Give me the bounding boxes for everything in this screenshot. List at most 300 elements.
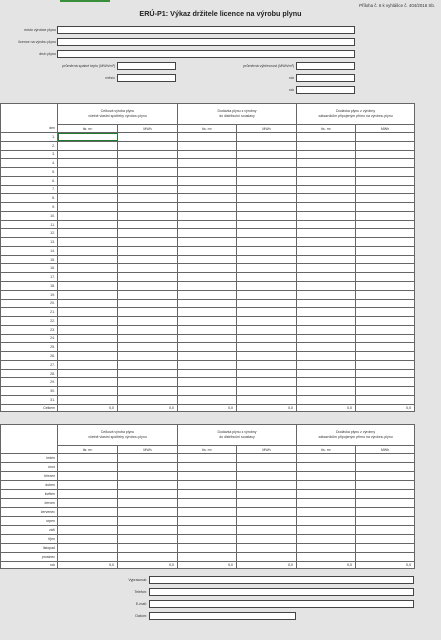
data-cell[interactable] xyxy=(237,133,297,142)
data-cell[interactable] xyxy=(178,133,237,142)
data-cell[interactable] xyxy=(178,273,237,282)
data-cell[interactable] xyxy=(237,378,297,387)
data-cell[interactable] xyxy=(297,535,356,544)
data-cell[interactable] xyxy=(58,264,118,273)
data-cell[interactable] xyxy=(58,481,118,490)
data-cell[interactable] xyxy=(356,387,415,396)
data-cell[interactable] xyxy=(118,544,178,553)
data-cell[interactable] xyxy=(178,141,237,150)
data-cell[interactable] xyxy=(58,159,118,168)
data-cell[interactable] xyxy=(178,194,237,203)
total-value: 0,0 xyxy=(58,562,118,569)
data-cell[interactable] xyxy=(178,481,237,490)
data-cell[interactable] xyxy=(178,369,237,378)
data-cell[interactable] xyxy=(237,246,297,255)
data-cell[interactable] xyxy=(297,352,356,361)
data-cell[interactable] xyxy=(58,544,118,553)
data-cell[interactable] xyxy=(118,526,178,535)
table-row xyxy=(1,343,415,352)
prepared-by-input[interactable] xyxy=(149,576,414,584)
data-cell[interactable] xyxy=(178,229,237,238)
data-cell[interactable] xyxy=(178,378,237,387)
data-cell[interactable] xyxy=(58,508,118,517)
data-cell[interactable] xyxy=(297,185,356,194)
data-cell[interactable] xyxy=(118,317,178,326)
data-cell[interactable] xyxy=(297,203,356,212)
table-row xyxy=(1,517,415,526)
data-cell[interactable] xyxy=(58,517,118,526)
data-cell[interactable] xyxy=(237,472,297,481)
data-cell[interactable] xyxy=(58,133,118,142)
data-cell[interactable] xyxy=(178,150,237,159)
data-cell[interactable] xyxy=(118,325,178,334)
data-cell[interactable] xyxy=(237,481,297,490)
data-cell[interactable] xyxy=(58,499,118,508)
data-cell[interactable] xyxy=(297,369,356,378)
data-cell[interactable] xyxy=(297,264,356,273)
data-cell[interactable] xyxy=(118,369,178,378)
data-cell[interactable] xyxy=(237,369,297,378)
data-cell[interactable] xyxy=(356,334,415,343)
row-label: 13. xyxy=(1,238,58,247)
unit-label: MWh xyxy=(118,446,178,454)
data-cell[interactable] xyxy=(118,194,178,203)
data-cell[interactable] xyxy=(58,229,118,238)
data-cell[interactable] xyxy=(356,168,415,177)
row-label: listopad xyxy=(1,544,58,553)
data-cell[interactable] xyxy=(356,481,415,490)
data-cell[interactable] xyxy=(58,273,118,282)
data-cell[interactable] xyxy=(356,133,415,142)
data-cell[interactable] xyxy=(178,387,237,396)
data-cell[interactable] xyxy=(237,141,297,150)
data-cell[interactable] xyxy=(297,526,356,535)
data-cell[interactable] xyxy=(237,508,297,517)
data-cell[interactable] xyxy=(237,334,297,343)
data-cell[interactable] xyxy=(356,211,415,220)
data-cell[interactable] xyxy=(58,141,118,150)
data-cell[interactable] xyxy=(356,472,415,481)
data-cell[interactable] xyxy=(297,299,356,308)
data-cell[interactable] xyxy=(297,508,356,517)
data-cell[interactable] xyxy=(178,282,237,291)
data-cell[interactable] xyxy=(237,273,297,282)
data-cell[interactable] xyxy=(58,535,118,544)
data-cell[interactable] xyxy=(118,299,178,308)
data-cell[interactable] xyxy=(356,378,415,387)
table-row xyxy=(1,238,415,247)
data-cell[interactable] xyxy=(178,535,237,544)
data-cell[interactable] xyxy=(237,185,297,194)
data-cell[interactable] xyxy=(58,290,118,299)
data-cell[interactable] xyxy=(356,317,415,326)
data-cell[interactable] xyxy=(356,203,415,212)
row-label: 11. xyxy=(1,220,58,229)
data-cell[interactable] xyxy=(58,395,118,404)
data-cell[interactable] xyxy=(237,176,297,185)
data-cell[interactable] xyxy=(356,255,415,264)
data-cell[interactable] xyxy=(297,211,356,220)
unit-label: tis. m³ xyxy=(178,125,237,133)
data-cell[interactable] xyxy=(237,220,297,229)
data-cell[interactable] xyxy=(178,526,237,535)
data-cell[interactable] xyxy=(118,499,178,508)
data-cell[interactable] xyxy=(356,508,415,517)
data-cell[interactable] xyxy=(178,299,237,308)
data-cell[interactable] xyxy=(118,387,178,396)
data-cell[interactable] xyxy=(58,325,118,334)
data-cell[interactable] xyxy=(58,454,118,463)
data-cell[interactable] xyxy=(58,334,118,343)
data-cell[interactable] xyxy=(178,499,237,508)
data-cell[interactable] xyxy=(178,308,237,317)
data-cell[interactable] xyxy=(58,282,118,291)
data-cell[interactable] xyxy=(118,255,178,264)
data-cell[interactable] xyxy=(237,499,297,508)
data-cell[interactable] xyxy=(58,211,118,220)
data-cell[interactable] xyxy=(118,273,178,282)
unit-label: tis. m³ xyxy=(297,125,356,133)
data-cell[interactable] xyxy=(178,168,237,177)
data-cell[interactable] xyxy=(58,150,118,159)
data-cell[interactable] xyxy=(237,553,297,562)
data-cell[interactable] xyxy=(58,246,118,255)
row-label: srpen xyxy=(1,517,58,526)
data-cell[interactable] xyxy=(356,290,415,299)
data-cell[interactable] xyxy=(118,343,178,352)
data-cell[interactable] xyxy=(356,395,415,404)
data-cell[interactable] xyxy=(58,255,118,264)
data-cell[interactable] xyxy=(118,517,178,526)
gas-type-input[interactable] xyxy=(57,50,355,58)
table-row xyxy=(1,454,415,463)
year-input-2[interactable] xyxy=(296,86,355,94)
data-cell[interactable] xyxy=(118,238,178,247)
data-cell[interactable] xyxy=(356,343,415,352)
total-value: 0,0 xyxy=(356,562,415,569)
data-cell[interactable] xyxy=(237,290,297,299)
data-cell[interactable] xyxy=(356,299,415,308)
data-cell[interactable] xyxy=(118,150,178,159)
data-cell[interactable] xyxy=(58,378,118,387)
data-cell[interactable] xyxy=(118,176,178,185)
data-cell[interactable] xyxy=(237,544,297,553)
data-cell[interactable] xyxy=(297,159,356,168)
data-cell[interactable] xyxy=(356,352,415,361)
data-cell[interactable] xyxy=(178,517,237,526)
data-cell[interactable] xyxy=(58,299,118,308)
calorific-input[interactable] xyxy=(296,62,355,70)
data-cell[interactable] xyxy=(356,246,415,255)
data-cell[interactable] xyxy=(118,133,178,142)
data-cell[interactable] xyxy=(297,150,356,159)
data-cell[interactable] xyxy=(178,325,237,334)
data-cell[interactable] xyxy=(58,168,118,177)
data-cell[interactable] xyxy=(118,264,178,273)
data-cell[interactable] xyxy=(118,378,178,387)
data-cell[interactable] xyxy=(118,308,178,317)
data-cell[interactable] xyxy=(118,246,178,255)
data-cell[interactable] xyxy=(356,517,415,526)
data-cell[interactable] xyxy=(237,299,297,308)
data-cell[interactable] xyxy=(178,220,237,229)
data-cell[interactable] xyxy=(237,168,297,177)
data-cell[interactable] xyxy=(58,553,118,562)
data-cell[interactable] xyxy=(297,282,356,291)
data-cell[interactable] xyxy=(356,159,415,168)
data-cell[interactable] xyxy=(118,211,178,220)
data-cell[interactable] xyxy=(237,211,297,220)
data-cell[interactable] xyxy=(297,481,356,490)
total-value: 0,0 xyxy=(178,404,237,411)
data-cell[interactable] xyxy=(118,159,178,168)
data-cell[interactable] xyxy=(178,159,237,168)
producer-input[interactable] xyxy=(57,26,355,34)
data-cell[interactable] xyxy=(237,352,297,361)
data-cell[interactable] xyxy=(297,168,356,177)
data-cell[interactable] xyxy=(178,395,237,404)
data-cell[interactable] xyxy=(297,246,356,255)
data-cell[interactable] xyxy=(356,526,415,535)
data-cell[interactable] xyxy=(237,229,297,238)
table-row xyxy=(1,308,415,317)
row-header-month xyxy=(1,425,58,454)
data-cell[interactable] xyxy=(178,211,237,220)
data-cell[interactable] xyxy=(297,238,356,247)
data-cell[interactable] xyxy=(356,273,415,282)
data-cell[interactable] xyxy=(118,229,178,238)
data-cell[interactable] xyxy=(237,308,297,317)
row-label: leden xyxy=(1,454,58,463)
data-cell[interactable] xyxy=(356,220,415,229)
data-cell[interactable] xyxy=(58,352,118,361)
data-cell[interactable] xyxy=(58,360,118,369)
data-cell[interactable] xyxy=(297,255,356,264)
data-cell[interactable] xyxy=(58,308,118,317)
row-label: 19. xyxy=(1,290,58,299)
data-cell[interactable] xyxy=(356,238,415,247)
data-cell[interactable] xyxy=(237,535,297,544)
data-cell[interactable] xyxy=(58,343,118,352)
email-input[interactable] xyxy=(149,600,414,608)
data-cell[interactable] xyxy=(237,255,297,264)
total-value: 0,0 xyxy=(178,562,237,569)
data-cell[interactable] xyxy=(297,360,356,369)
data-cell[interactable] xyxy=(118,168,178,177)
data-cell[interactable] xyxy=(356,194,415,203)
data-cell[interactable] xyxy=(356,150,415,159)
data-cell[interactable] xyxy=(356,176,415,185)
data-cell[interactable] xyxy=(237,159,297,168)
data-cell[interactable] xyxy=(237,317,297,326)
total-row xyxy=(1,562,415,569)
data-cell[interactable] xyxy=(58,185,118,194)
data-cell[interactable] xyxy=(297,387,356,396)
data-cell[interactable] xyxy=(297,454,356,463)
data-cell[interactable] xyxy=(58,369,118,378)
data-cell[interactable] xyxy=(118,490,178,499)
unit-label: tis. m³ xyxy=(178,446,237,454)
data-cell[interactable] xyxy=(178,203,237,212)
data-cell[interactable] xyxy=(297,517,356,526)
data-cell[interactable] xyxy=(297,317,356,326)
data-cell[interactable] xyxy=(297,334,356,343)
data-cell[interactable] xyxy=(178,238,237,247)
data-cell[interactable] xyxy=(356,325,415,334)
data-cell[interactable] xyxy=(297,229,356,238)
data-cell[interactable] xyxy=(118,220,178,229)
data-cell[interactable] xyxy=(118,472,178,481)
data-cell[interactable] xyxy=(178,463,237,472)
row-label: duben xyxy=(1,481,58,490)
data-cell[interactable] xyxy=(297,553,356,562)
data-cell[interactable] xyxy=(118,508,178,517)
data-cell[interactable] xyxy=(356,369,415,378)
data-cell[interactable] xyxy=(356,308,415,317)
data-cell[interactable] xyxy=(297,395,356,404)
data-cell[interactable] xyxy=(237,395,297,404)
data-cell[interactable] xyxy=(58,317,118,326)
data-cell[interactable] xyxy=(237,282,297,291)
data-cell[interactable] xyxy=(356,535,415,544)
data-cell[interactable] xyxy=(297,490,356,499)
data-cell[interactable] xyxy=(356,454,415,463)
data-cell[interactable] xyxy=(237,526,297,535)
data-cell[interactable] xyxy=(178,343,237,352)
table-row xyxy=(1,282,415,291)
data-cell[interactable] xyxy=(178,334,237,343)
data-cell[interactable] xyxy=(178,352,237,361)
phone-input[interactable] xyxy=(149,588,414,596)
data-cell[interactable] xyxy=(58,490,118,499)
data-cell[interactable] xyxy=(297,343,356,352)
data-cell[interactable] xyxy=(178,185,237,194)
data-cell[interactable] xyxy=(237,238,297,247)
data-cell[interactable] xyxy=(58,220,118,229)
data-cell[interactable] xyxy=(237,517,297,526)
data-cell[interactable] xyxy=(297,325,356,334)
data-cell[interactable] xyxy=(118,535,178,544)
data-cell[interactable] xyxy=(356,141,415,150)
data-cell[interactable] xyxy=(118,185,178,194)
data-cell[interactable] xyxy=(237,343,297,352)
data-cell[interactable] xyxy=(118,360,178,369)
data-cell[interactable] xyxy=(237,360,297,369)
data-cell[interactable] xyxy=(58,238,118,247)
data-cell[interactable] xyxy=(356,553,415,562)
data-cell[interactable] xyxy=(237,264,297,273)
data-cell[interactable] xyxy=(297,176,356,185)
table-row xyxy=(1,317,415,326)
data-cell[interactable] xyxy=(356,544,415,553)
data-cell[interactable] xyxy=(297,194,356,203)
data-cell[interactable] xyxy=(58,472,118,481)
data-cell[interactable] xyxy=(356,264,415,273)
data-cell[interactable] xyxy=(356,229,415,238)
data-cell[interactable] xyxy=(178,553,237,562)
data-cell[interactable] xyxy=(237,203,297,212)
row-label: 15. xyxy=(1,255,58,264)
data-cell[interactable] xyxy=(118,334,178,343)
data-cell[interactable] xyxy=(58,463,118,472)
data-cell[interactable] xyxy=(178,472,237,481)
data-cell[interactable] xyxy=(297,220,356,229)
data-cell[interactable] xyxy=(178,544,237,553)
data-cell[interactable] xyxy=(356,282,415,291)
data-cell[interactable] xyxy=(118,352,178,361)
data-cell[interactable] xyxy=(297,499,356,508)
data-cell[interactable] xyxy=(118,203,178,212)
data-cell[interactable] xyxy=(178,508,237,517)
data-cell[interactable] xyxy=(297,463,356,472)
data-cell[interactable] xyxy=(58,176,118,185)
data-cell[interactable] xyxy=(118,481,178,490)
data-cell[interactable] xyxy=(237,463,297,472)
data-cell[interactable] xyxy=(118,463,178,472)
data-cell[interactable] xyxy=(58,203,118,212)
data-cell[interactable] xyxy=(118,290,178,299)
data-cell[interactable] xyxy=(118,454,178,463)
data-cell[interactable] xyxy=(178,264,237,273)
data-cell[interactable] xyxy=(178,290,237,299)
data-cell[interactable] xyxy=(178,360,237,369)
data-cell[interactable] xyxy=(118,141,178,150)
row-label: 3. xyxy=(1,150,58,159)
heat-value-input[interactable] xyxy=(117,62,176,70)
data-cell[interactable] xyxy=(58,526,118,535)
data-cell[interactable] xyxy=(356,490,415,499)
data-cell[interactable] xyxy=(58,387,118,396)
license-input[interactable] xyxy=(57,38,355,46)
row-label: říjen xyxy=(1,535,58,544)
total-label: Celkem xyxy=(1,404,58,411)
data-cell[interactable] xyxy=(297,290,356,299)
data-cell[interactable] xyxy=(356,360,415,369)
data-cell[interactable] xyxy=(178,246,237,255)
data-cell[interactable] xyxy=(297,133,356,142)
data-cell[interactable] xyxy=(178,255,237,264)
data-cell[interactable] xyxy=(297,273,356,282)
data-cell[interactable] xyxy=(178,176,237,185)
table-row xyxy=(1,535,415,544)
data-cell[interactable] xyxy=(356,499,415,508)
data-cell[interactable] xyxy=(178,454,237,463)
month-input[interactable] xyxy=(117,74,176,82)
data-cell[interactable] xyxy=(118,395,178,404)
data-cell[interactable] xyxy=(356,463,415,472)
data-cell[interactable] xyxy=(297,141,356,150)
data-cell[interactable] xyxy=(297,308,356,317)
data-cell[interactable] xyxy=(237,194,297,203)
data-cell[interactable] xyxy=(356,185,415,194)
data-cell[interactable] xyxy=(237,150,297,159)
data-cell[interactable] xyxy=(237,325,297,334)
data-cell[interactable] xyxy=(297,378,356,387)
daily-table xyxy=(0,103,415,412)
data-cell[interactable] xyxy=(118,553,178,562)
date-input[interactable] xyxy=(149,612,296,620)
data-cell[interactable] xyxy=(237,454,297,463)
data-cell[interactable] xyxy=(58,194,118,203)
data-cell[interactable] xyxy=(237,387,297,396)
data-cell[interactable] xyxy=(297,472,356,481)
year-input[interactable] xyxy=(296,74,355,82)
data-cell[interactable] xyxy=(237,490,297,499)
data-cell[interactable] xyxy=(178,490,237,499)
data-cell[interactable] xyxy=(178,317,237,326)
data-cell[interactable] xyxy=(118,282,178,291)
data-cell[interactable] xyxy=(297,544,356,553)
